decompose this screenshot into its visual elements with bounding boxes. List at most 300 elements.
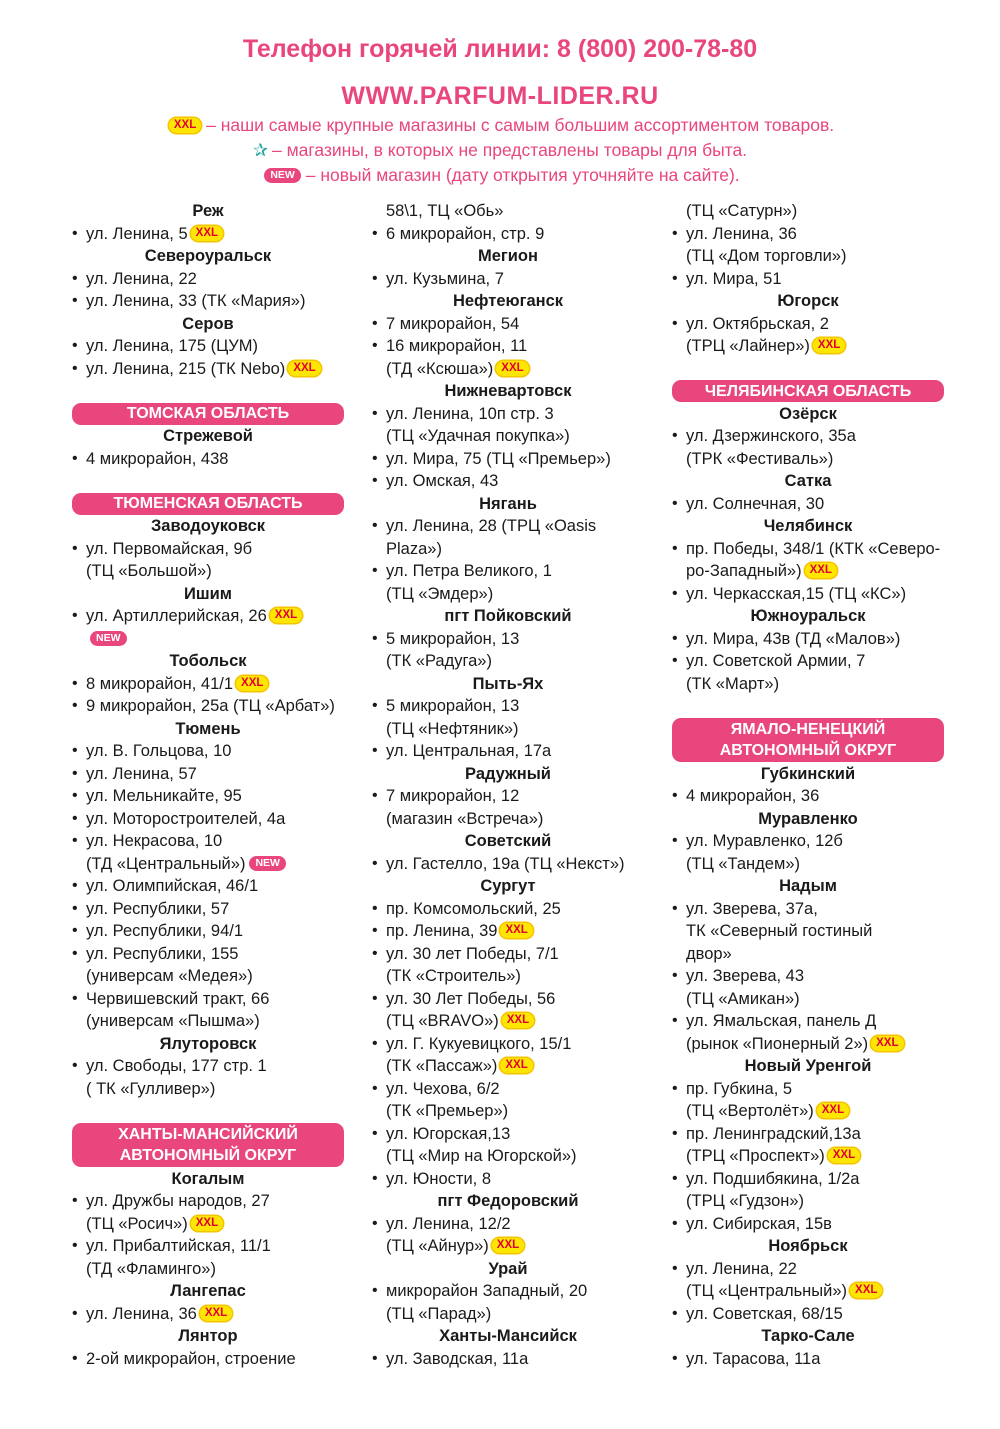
store-address [72,943,344,966]
address-text: ул. Подшибякина, 1/2а [686,1169,860,1188]
store-address-continued [672,200,944,223]
address-text: (ТЦ «Центральный») [686,1282,848,1300]
address-text: ул. Гастелло, 19а (ТЦ «Некст») [386,854,625,873]
address-text: 5 микрорайон, 13 [386,629,520,648]
city-heading: Мегион [478,247,538,265]
spacer [672,695,944,718]
address-text: ул. Солнечная, 30 [686,494,825,513]
city-heading: Ноябрьск [768,1237,848,1255]
store-address [72,358,344,381]
address-text: (ТЦ «Дом торговли») [686,247,847,265]
region-title-line: ЧЕЛЯБИНСКАЯ ОБЛАСТЬ [704,382,912,400]
address-text: ул. Мира, 51 [686,269,782,288]
store-address [372,988,644,1011]
address-text: ул. Ленина, 28 (ТРЦ «Oasis [386,517,597,535]
store-address-continued [672,448,944,471]
address-text: ул. Ленина, 57 [86,764,197,783]
store-address-continued [672,1033,944,1056]
region-header [72,403,344,425]
address-text: ул. Ленина, 22 [686,1259,797,1278]
address-text: (универсам «Медея») [86,967,253,985]
store-address-continued [672,335,944,358]
xxl-badge: XXL [500,923,532,938]
store-address [372,1078,644,1101]
new-badge: NEW [264,168,301,183]
store-address-continued [672,943,944,966]
city-heading: Надым [779,877,837,895]
store-address [72,920,344,943]
address-text: ул. Советской Армии, 7 [686,652,866,670]
store-address [372,853,644,876]
address-text: ( ТК «Гулливер») [86,1079,216,1098]
address-text: ТК «Северный гостиный [686,922,873,940]
xxl-badge: XXL [828,1148,860,1163]
store-address-continued [372,200,644,223]
star-icon: ✰ [252,140,268,160]
city-heading: Стрежевой [163,427,253,445]
address-text: ул. Ленина, 36 [86,1304,197,1323]
address-text: ул. Ямальская, панель Д [686,1012,877,1030]
store-address [672,1213,944,1236]
xxl-badge: XXL [169,118,201,133]
store-address [672,628,944,651]
xxl-badge: XXL [200,1306,232,1321]
city-heading: Тарко-Сале [761,1327,855,1345]
store-address-continued [72,1258,344,1281]
store-address-continued [672,245,944,268]
store-address [372,785,644,808]
address-text: (ТК «Строитель») [386,967,521,985]
store-address [672,830,944,853]
store-address-continued [72,1078,344,1101]
xxl-badge: XXL [191,1216,223,1231]
store-address [372,515,644,538]
address-text: (ТЦ «BRAVO») [386,1012,499,1030]
address-text: ул. Кузьмина, 7 [386,269,504,288]
city-heading: Муравленко [758,809,858,828]
address-text: (ТК «Премьер») [386,1102,509,1120]
store-address-continued [72,853,344,876]
new-badge: NEW [249,856,286,871]
address-text: 58\1, ТЦ «Обь» [386,202,504,220]
store-address [72,223,344,246]
city-heading: Южноуральск [750,607,866,625]
store-address [372,335,644,358]
address-text: (ТРК «Фестиваль») [686,449,834,468]
store-address-continued [72,1213,344,1236]
city-heading: Лангепас [170,1282,246,1300]
city-heading: пгт Федоровский [437,1192,579,1210]
store-address [72,1303,344,1326]
address-text: ул. Артиллерийская, 26 [86,607,267,625]
city-heading: Серов [182,314,234,333]
store-address [72,808,344,831]
store-address-continued [372,808,644,831]
address-text: ул. Муравленко, 12б [686,832,843,850]
xxl-badge: XXL [871,1036,903,1051]
store-address-continued [372,358,644,381]
address-text: ул. Советская, 68/15 [686,1304,843,1323]
store-address-continued [372,538,644,561]
address-text: (ТЦ «Нефтяник») [386,719,519,738]
region-title-line: ЯМАЛО-НЕНЕЦКИЙ [730,720,886,738]
address-text: ул. Ленина, 12/2 [386,1214,511,1233]
store-address [672,223,944,246]
store-address [372,1213,644,1236]
store-address-continued [672,988,944,1011]
legend-xxl-text: – наши самые крупные магазины с самым большим ассортиментом товаров. [206,115,835,135]
address-text: микрорайон Западный, 20 [386,1282,588,1300]
address-text: 16 микрорайон, 11 [386,337,528,355]
store-address [372,1168,644,1191]
store-address-continued [372,425,644,448]
city-heading: Североуральск [144,247,272,265]
store-address-continued [372,1100,644,1123]
region-title-line: ХАНТЫ-МАНСИЙСКИЙ [118,1125,298,1143]
address-text: (ТК «Март») [686,674,780,693]
address-text: ул. 30 Лет Победы, 56 [386,989,556,1008]
store-address-continued [372,965,644,988]
address-text: (ТЦ «Росич») [86,1214,188,1233]
city-heading: Сатка [784,472,832,490]
city-heading: Когалым [171,1169,245,1188]
store-address-continued [672,920,944,943]
xxl-badge: XXL [270,608,302,623]
address-text: ул. Республики, 94/1 [86,922,244,940]
address-text: пр. Победы, 348/1 (КТК «Северо- [686,539,941,558]
legend-new [0,165,1000,186]
store-address [372,1280,644,1303]
address-text: 7 микрорайон, 54 [386,314,520,333]
store-address-continued [372,1010,644,1033]
city-heading: Советский [464,832,552,850]
store-address [372,313,644,336]
address-text: ул. Ленина, 36 [686,224,797,243]
address-text: ул. Тарасова, 11а [686,1349,821,1368]
region-title-line: ТЮМЕНСКАЯ ОБЛАСТЬ [113,495,303,512]
address-text: (ТЦ «Удачная покупка») [386,427,570,445]
city-heading: Ялуторовск [159,1034,257,1053]
address-text: (ТД «Фламинго») [86,1259,216,1278]
xxl-badge: XXL [817,1103,849,1118]
store-address-continued [672,1190,944,1213]
store-address [72,740,344,763]
address-text: ул. Дружбы народов, 27 [86,1192,270,1210]
address-text: ро-Западный») [686,562,802,580]
address-text: (ТЦ «Вертолёт») [686,1102,814,1120]
address-text: ул. Мира, 75 (ТЦ «Премьер») [386,449,611,468]
store-address [372,223,644,246]
city-heading: Нефтеюганск [452,292,564,310]
address-text: 7 микрорайон, 12 [386,787,520,805]
store-address [72,1190,344,1213]
store-column-3 [672,200,944,1370]
xxl-badge: XXL [288,361,320,376]
address-text: (ТЦ «Мир на Югорской») [386,1147,577,1165]
store-address [72,875,344,898]
region-header [72,493,344,515]
address-text: ул. Ленина, 33 (ТК «Мария») [86,292,306,310]
address-text: ул. Заводская, 11а [386,1349,529,1368]
store-address [72,538,344,561]
address-text: ул. Ленина, 22 [86,269,197,288]
store-address [372,560,644,583]
store-address-continued [672,853,944,876]
spacer [72,380,344,403]
xxl-badge: XXL [813,338,845,353]
store-address [72,695,344,718]
region-header [72,1123,344,1167]
store-column-1 [72,200,344,1370]
xxl-badge: XXL [850,1283,882,1298]
spacer [672,358,944,381]
store-address-continued [372,1303,644,1326]
store-address-continued [672,560,944,583]
address-text: пр. Ленинградский,13а [686,1124,861,1143]
spacer [72,1100,344,1123]
store-address [72,268,344,291]
store-address [72,673,344,696]
xxl-badge: XXL [492,1238,524,1253]
address-text: ул. Зверева, 43 [686,967,805,985]
store-address [672,1123,944,1146]
address-text: ул. Дзержинского, 35а [686,427,856,445]
store-address [672,785,944,808]
xxl-badge: XXL [496,361,528,376]
address-text: Plaza») [386,539,442,558]
store-address [672,425,944,448]
legend-star [0,140,1000,161]
store-address [72,1235,344,1258]
city-heading: Тобольск [169,652,247,670]
address-text: пр. Комсомольский, 25 [386,899,561,918]
city-heading: Лянтор [178,1327,238,1345]
legend-xxl [0,115,1000,136]
address-text: ул. Мира, 43в (ТД «Малов») [686,629,901,648]
xxl-badge: XXL [805,563,837,578]
address-text: ул. Моторостроителей, 4а [86,809,286,828]
city-heading: Нягань [479,494,537,513]
spacer [72,470,344,493]
store-address-continued [372,1145,644,1168]
legend-star-text: – магазины, в которых не представлены товары для быта. [271,140,748,160]
store-address [72,830,344,853]
address-text: ул. 30 лет Победы, 7/1 [386,944,559,963]
address-text: ул. Юности, 8 [386,1169,492,1188]
new-badge: NEW [90,631,127,646]
store-address [672,1078,944,1101]
address-text: ул. Г. Кукуевицкого, 15/1 [386,1034,572,1053]
address-text: ул. Некрасова, 10 [86,832,223,850]
address-text: ул. Ленина, 10п стр. 3 [386,404,554,423]
store-address [372,268,644,291]
store-address [672,583,944,606]
store-address [72,605,344,628]
address-text: ул. Петра Великого, 1 [386,562,552,580]
address-text: 9 микрорайон, 25а (ТЦ «Арбат») [86,697,335,715]
xxl-badge: XXL [502,1013,534,1028]
store-address [372,1348,644,1371]
address-text: ул. Первомайская, 9б [86,539,253,558]
store-address-continued [72,628,344,651]
legend-new-text: – новый магазин (дату открытия уточняйте на сайте). [305,165,740,185]
address-text: (ТД «Центральный») [86,854,246,873]
address-text: ул. Прибалтийская, 11/1 [86,1237,271,1255]
address-text: двор» [686,944,732,963]
address-text: (ТЦ «Парад») [386,1304,492,1323]
city-heading: Челябинск [763,517,853,535]
address-text: ул. Чехова, 6/2 [386,1079,500,1098]
address-text: ул. Ленина, 215 (ТК Nebo) [86,359,286,378]
address-text: (ТЦ «Эмдер») [386,584,494,603]
region-title-line: АВТОНОМНЫЙ ОКРУГ [719,741,897,759]
store-address-continued [672,1280,944,1303]
address-text: ул. Черкасская,15 (ТЦ «КС») [686,584,907,603]
address-text: (магазин «Встреча») [386,809,544,828]
address-text: 4 микрорайон, 36 [686,787,820,805]
xxl-badge: XXL [236,676,268,691]
store-address [72,988,344,1011]
xxl-badge: XXL [500,1058,532,1073]
address-text: 5 микрорайон, 13 [386,697,520,715]
city-heading: Тюмень [175,719,241,738]
store-address [672,1303,944,1326]
address-text: ул. Октябрьская, 2 [686,314,829,333]
address-text: (ТЦ «Сатурн») [686,202,798,220]
store-address [672,650,944,673]
city-heading: Сургут [480,877,536,895]
address-text: 4 микрорайон, 438 [86,449,229,468]
address-text: ул. Югорская,13 [386,1124,511,1143]
address-text: (ТД «Ксюша») [386,359,494,378]
store-address [672,965,944,988]
store-address [72,335,344,358]
address-text: ул. Мельникайте, 95 [86,787,242,805]
address-text: (универсам «Пышма») [86,1012,260,1030]
address-text: (ТЦ «Тандем») [686,854,800,873]
address-text: пр. Губкина, 5 [686,1079,793,1098]
store-address [372,448,644,471]
store-address-continued [672,1100,944,1123]
store-address [672,898,944,921]
address-text: 6 микрорайон, стр. 9 [386,224,545,243]
address-text: 8 микрорайон, 41/1 [86,674,234,693]
store-address [72,763,344,786]
hotline-phone[interactable]: Телефон горячей линии: 8 (800) 200-78-80 [242,35,758,63]
region-header [672,380,944,402]
store-address-continued [72,560,344,583]
store-address-continued [72,965,344,988]
store-address [372,943,644,966]
address-text: (ТК «Пассаж») [386,1057,498,1075]
city-heading: Радужный [465,764,551,783]
store-address-continued [672,673,944,696]
address-text: ул. Центральная, 17а [386,742,552,760]
store-address [72,1055,344,1078]
address-text: (ТРЦ «Гудзон») [686,1192,805,1210]
store-address [672,1010,944,1033]
region-title-line: ТОМСКАЯ ОБЛАСТЬ [126,405,290,422]
address-text: ул. Олимпийская, 46/1 [86,877,259,895]
store-address-continued [372,650,644,673]
address-text: ул. Омская, 43 [386,472,499,490]
address-text: пр. Ленина, 39 [386,922,498,940]
city-heading: Губкинский [760,764,856,783]
store-address [672,538,944,561]
city-heading: Реж [192,202,224,220]
store-address-continued [372,1055,644,1078]
address-text: (ТРЦ «Проспект») [686,1147,825,1165]
store-address [72,1348,344,1371]
store-address [672,268,944,291]
address-text: ул. Ленина, 175 (ЦУМ) [86,337,259,355]
store-address [372,920,644,943]
city-heading: Нижневартовск [444,382,572,400]
address-text: (рынок «Пионерный 2») [686,1034,869,1053]
store-address [372,628,644,651]
city-heading: Ишим [184,584,232,603]
city-heading: Новый Уренгой [744,1057,872,1075]
city-heading: Озёрск [779,404,837,423]
store-address [372,403,644,426]
address-text: ул. Сибирская, 15в [686,1214,832,1233]
store-address-continued [372,718,644,741]
store-address [372,740,644,763]
address-text: ул. Зверева, 37а, [686,899,818,918]
store-address [372,1033,644,1056]
address-text: (ТЦ «Айнур») [386,1237,489,1255]
address-text: (ТРЦ «Лайнер») [686,337,810,355]
store-address [672,1348,944,1371]
store-address [372,695,644,718]
address-text: (ТЦ «Амикан») [686,989,800,1008]
website-link[interactable]: WWW.PARFUM-LIDER.RU [341,82,659,110]
store-column-2 [372,200,644,1370]
city-heading: Ханты-Мансийск [439,1327,577,1345]
store-address [372,470,644,493]
city-heading: Пыть-Ях [472,674,544,693]
city-heading: Югорск [777,292,839,310]
store-address [372,898,644,921]
address-text: (ТК «Радуга») [386,652,492,670]
region-title-line: АВТОНОМНЫЙ ОКРУГ [119,1146,297,1164]
store-address [372,1123,644,1146]
city-heading: пгт Пойковский [444,607,572,625]
store-address [672,1168,944,1191]
city-heading: Заводоуковск [150,517,266,535]
store-address [72,898,344,921]
address-text: ул. Республики, 155 [86,944,239,963]
store-address [672,493,944,516]
xxl-badge: XXL [191,226,223,241]
region-header [672,718,944,762]
address-text: ул. Ленина, 5 [86,224,188,243]
address-text: 2-ой микрорайон, строение [86,1349,296,1368]
address-text: (ТЦ «Большой») [86,562,212,580]
store-address-continued [372,583,644,606]
address-text: ул. Свободы, 177 стр. 1 [86,1057,267,1075]
store-address [72,290,344,313]
store-address [72,448,344,471]
store-address [672,313,944,336]
store-address-continued [672,1145,944,1168]
store-address [72,785,344,808]
address-text: Червишевский тракт, 66 [86,989,270,1008]
city-heading: Урай [488,1259,528,1278]
store-address [672,1258,944,1281]
address-text: ул. Республики, 57 [86,899,230,918]
store-address-continued [372,1235,644,1258]
